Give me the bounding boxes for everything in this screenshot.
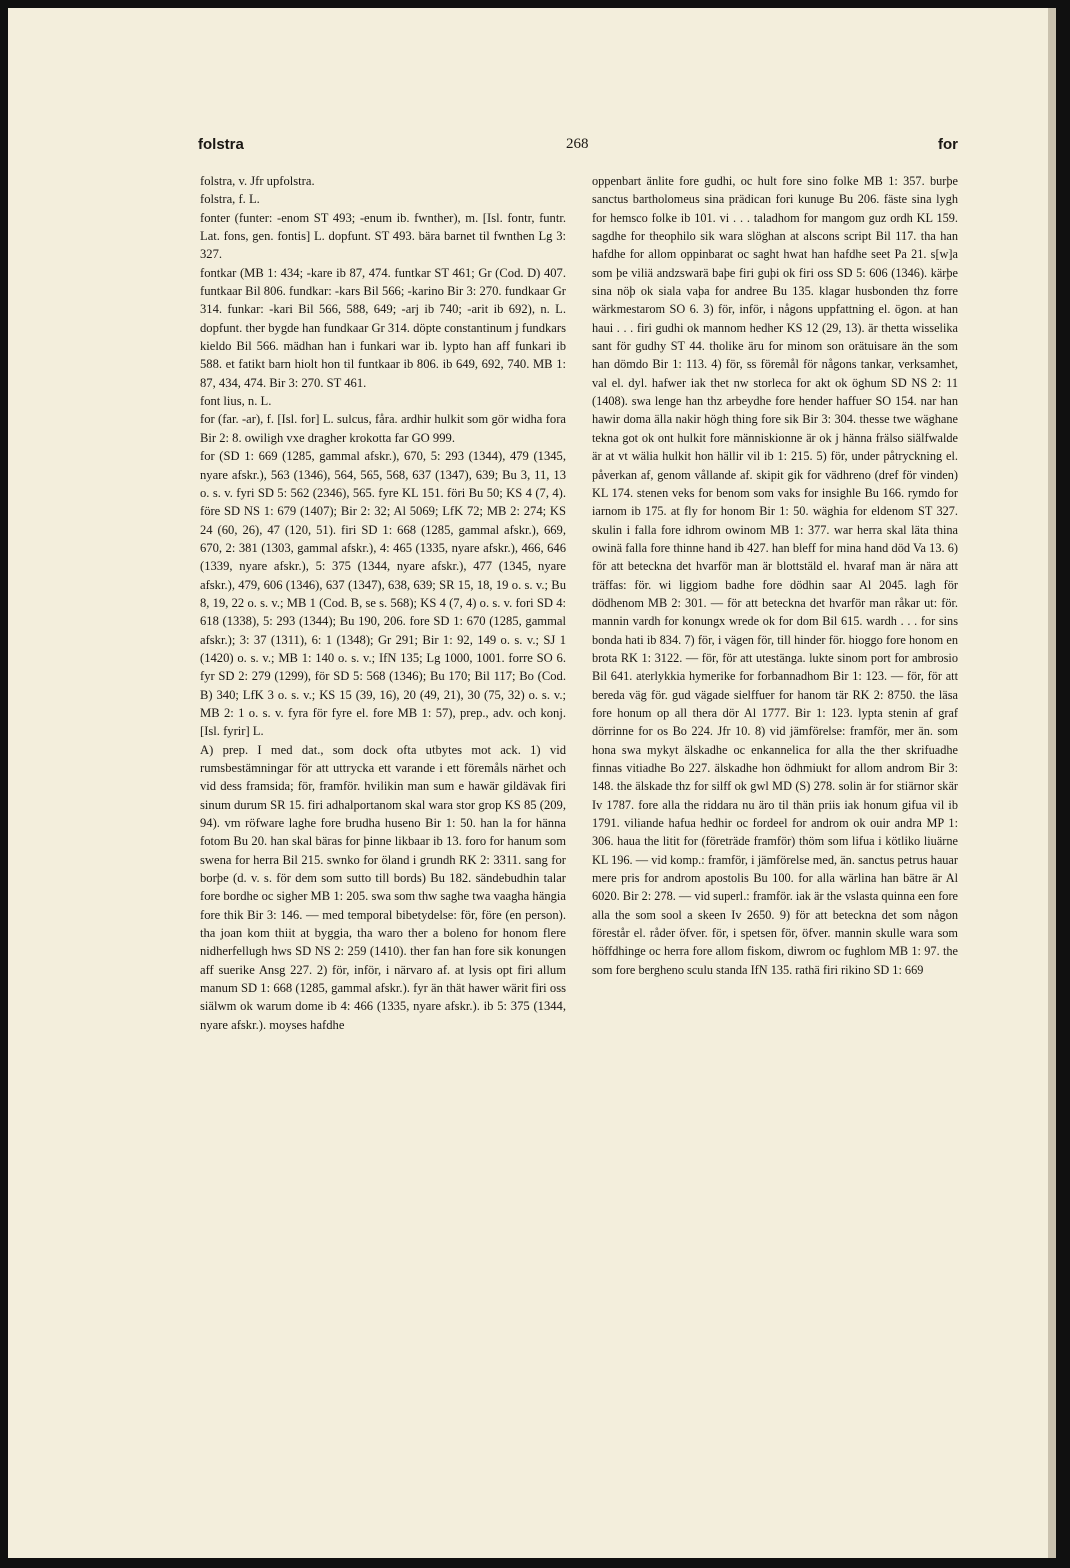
running-head-left: folstra — [198, 136, 244, 153]
scan-border-bottom — [0, 1558, 1070, 1568]
left-column — [200, 172, 566, 1034]
running-head-right: for — [938, 136, 958, 153]
dictionary-entry: fontkar (MB 1: 434; -kare ib 87, 474. funtkar ST 461; Gr (Cod. D) 407. funtkaar Bil 806. fundkar: -kars Bil 566; -karino Bir 3: 270. fundkaar Gr 314. funkar: -kari Bil 566, 588, 649; -arj ib 740; -arit ib 692), n. L. dopfunt. ther bygde han fundkaar Gr 314. döpte constantinum j fundkars kieldo Bil 566. mädhan han i funkari war ib. lypto han aff funkari ib 588. et fatikt barn hiolt hon til funtkaar ib 806. ib 649, 692, 740. MB 1: 87, 434, 474. Bir 3: 270. ST 461. — [200, 265, 566, 390]
dictionary-entry-continued: oppenbart änlite fore gudhi, oc hult fore sino folke MB 1: 357. burþe sanctus bartholomeus sina prädican fori kunuge Bu 206. fäste sina lygh for hemsco folke ib 101. vi . . . taladhom for mangom guz ordh KL 159. sagdhe for theophilo sik wara slöghan at alscons script Bil 117. tha han hafdhe for allom oppinbarat oc saght hwat han hafdhe seet Pa 21. s[w]a som þe viliä andzswarä baþe firi guþi ok firi oss SD 5: 606 (1346). kärþe sina nöþ ok siala vaþa for andree Bu 135. klagar husbonden thz forre wärkmestarom SO 6. 3) för, inför, i någons uppfattning el. ögon. at han haui . . . firi gudhi ok mannom hedher KS 12 (29, 13). är thetta wisselika sant för gudhy ST 44. tholike äru for minom son orätuisare än the som han dömdo Bir 1: 113. 4) för, ss föremål för någons tankar, verksamhet, val el. dyl. hafwer iak thet nw storleca for akt ok öghum SD NS 2: 11 (1408). swa lenge han thz arbeydhe fore hender haffuer SO 154. nar han hawir doma älla nakir högh thing fore sik Bir 3: 304. thesse twe wäghane tekna got ok ont hulkit fore människionne är ok j hänna frälso siälfwalde är at vt wälia hulkit hon hällir vil ib 1: 215. 5) för, under påtryckning el. påverkan af, genom vållande af. skipit gik for vädhreno (dref för vinden) KL 174. stenen veks for benom som vaks for insighle Bu 166. rymdo for iarnom ib 175. at fly for honom Bir 1: 50. wäghia for eldenom ST 327. skulin i falla fore idhrom owinom MB 1: 377. war herra skal läta thina owinä falla fore thinne hand ib 427. han bleff for mina hand död Va 13. 6) för att beteckna det hvarför man är blottstäld el. hvaraf man är nära att träffas: för. wi liggiom badhe fore dödhin saar Al 2045. lagh för dödhenom MB 2: 301. — för att beteckna det hvarför man råkar ut: för. mannin vardh for konungx wrede ok for dom Bil 615. wardh . . . for sins bonda hati ib 834. 7) för, i vägen för, till hinder för. hioggo fore honom en brota RK 1: 3122. — för, för att utestänga. lukte sinom port for ambrosio Bil 641. aterlykkia hymerike for forbannadhom Bir 1: 123. — för, för att bereda väg för. gud vägade sielffuer for hanom tär RK 2: 8750. the läsa fore honum op all thera dör Al 1777. Bir 1: 123. lypta stenin af graf dörrinne for os Bo 224. Jfr 10. 8) vid jämförelse: framför, mer än. som hona swa mykyt älskadhe oc enkannelica for alla the ther skrifuadhe finnas vitiadhe Bo 227. älskadhe hon ödhmiukt for allom androm Bir 3: 148. the älskade thz for silff ok gwl MD (S) 278. solin är for stiärnor skär Iv 1787. fore alla the riddara nu äro til thän priis iak honum gifua vil ib 1791. viliande hafua hedhir oc fordeel for androm ok ouir andra MP 1: 306. haua the litit for (företräde framför) thöm som lifua i kötliko liuärne KL 196. — vid komp.: framför, i jämförelse med, än. sanctus petrus hauar mere pris for androm apostolis Bu 100. for alla wärlina han bätre är Al 6020. Bir 2: 278. — vid superl.: framför. iak är the vslasta quinna een fore alla the som sool a skeen Iv 2650. 9) för att beteckna det som någon förestår el. råder öfver. för, i spetsen för, öfver. mannin skulle wara som höffdhinge oc herra fore allom fiskom, diwrom oc fughlom MB 1: 97. the som fore bergheno sculu standa IfN 135. rathä firi rikino SD 1: 669 — [592, 174, 958, 977]
dictionary-entry: font lius, n. L. — [200, 394, 272, 409]
dictionary-entry: folstra, v. Jfr upfolstra. — [200, 174, 315, 188]
page-edge-shadow — [1048, 8, 1056, 1568]
scan-border-right — [1056, 0, 1070, 1568]
dictionary-entry: for (far. -ar), f. [Isl. for] L. sulcus, fåra. ardhir hulkit som gör widha fora Bir 2: 8. owiligh vxe dragher krokotta far GO 999. — [200, 412, 566, 445]
page-header — [198, 136, 960, 158]
scan-border-left — [0, 0, 8, 1568]
scan-border-top — [0, 0, 1070, 8]
dictionary-entry: A) prep. I med dat., som dock ofta utbytes mot ack. 1) vid rumsbestämningar för att uttrycka ett varande i ett föremåls närhet och vid dess framsida; för, framför. hvilikin man sum e hawär gildävak firi sinum durum SR 15. firi adhalportanom skal wara stor grop KS 85 (209, 94). vm röfware laghe fore brudha huseno Bir 1: 50. han la for hänna fotom Bu 20. han skal bäras for þinne likbaar ib 13. foro for hanum som swena for herra Bil 215. swnko for öland i grundh RK 2: 3311. sang for borþe (d. v. s. för dem som sutto till bords) Bu 182. sändebudhin talar fore bordhe oc sigher MB 1: 205. swa som thw saghe twa vaagha hängia fore thik Bir 3: 146. — med temporal bibetydelse: för, före (en person). tha joan kom thiit at byggia, tha waro ther a boleno for honom flere nidherfellugh hws SD NS 2: 259 (1410). ther fan han fore sik konungen aff suerike Ansg 227. 2) för, inför, i närvaro af. at lysis opt firi allum manum SD 1: 668 (1285, gammal afskr.). fyr än thät hawer wärit firi oss siälwm ok warum dome ib 4: 466 (1335, nyare afskr.). ib 5: 375 (1344, nyare afskr.). moyses hafdhe — [200, 742, 566, 1032]
dictionary-entry: fonter (funter: -enom ST 493; -enum ib. fwnther), m. [Isl. fontr, funtr. Lat. fons, gen. fontis] L. dopfunt. ST 493. bära barnet til fwnthen Lg 3: 327. — [200, 210, 566, 262]
page-number: 268 — [566, 136, 589, 152]
right-column — [592, 172, 958, 979]
dictionary-entry: for (SD 1: 669 (1285, gammal afskr.), 670, 5: 293 (1344), 479 (1345, nyare afskr.), 563 (1346), 564, 565, 568, 637 (1347), 639; Bu 3, 11, 13 o. s. v. fyri SD 5: 562 (2346), 565. fyre KL 151. föri Bu 50; KS 4 (7, 4). före SD NS 1: 679 (1407); Bir 2: 32; Al 5069; LfK 72; MB 2: 274; KS 24 (60, 26), 47 (120, 51). firi SD 1: 668 (1285, gammal afskr.), 669, 670, 2: 381 (1303, gammal afskr.), 4: 465 (1335, nyare afskr.), 466, 646 (1339, nyare afskr.), 5: 375 (1344, nyare afskr.), 477 (1345, nyare afskr.), 479, 606 (1346), 637 (1347), 638, 639; SR 15, 18, 19 o. s. v.; Bu 8, 19, 22 o. s. v.; MB 1 (Cod. B, se s. 568); KS 4 (7, 4) o. s. v. fori SD 4: 618 (1338), 5: 293 (1344); Bu 190, 206. fore SD 1: 670 (1285, gammal afskr.); 3: 37 (1311), 6: 1 (1348); Gr 291; Bir 1: 92, 149 o. s. v.; SJ 1 (1420) o. s. v.; MB 1: 140 o. s. v.; IfN 135; Lg 1000, 1001. forre SO 6. fyr SD 2: 279 (1299), för SD 5: 568 (1346); Bu 170; Bil 117; Bo (Cod. B) 340; LfK 3 o. s. v.; KS 15 (39, 16), 20 (49, 21), 30 (75, 32) o. s. v.; MB 2: 1 o. s. v. fyra för fyre el. fore MB 1: 57), prep., adv. och konj. [Isl. fyrir] L. — [200, 449, 566, 739]
dictionary-entry: folstra, f. L. — [200, 192, 260, 207]
